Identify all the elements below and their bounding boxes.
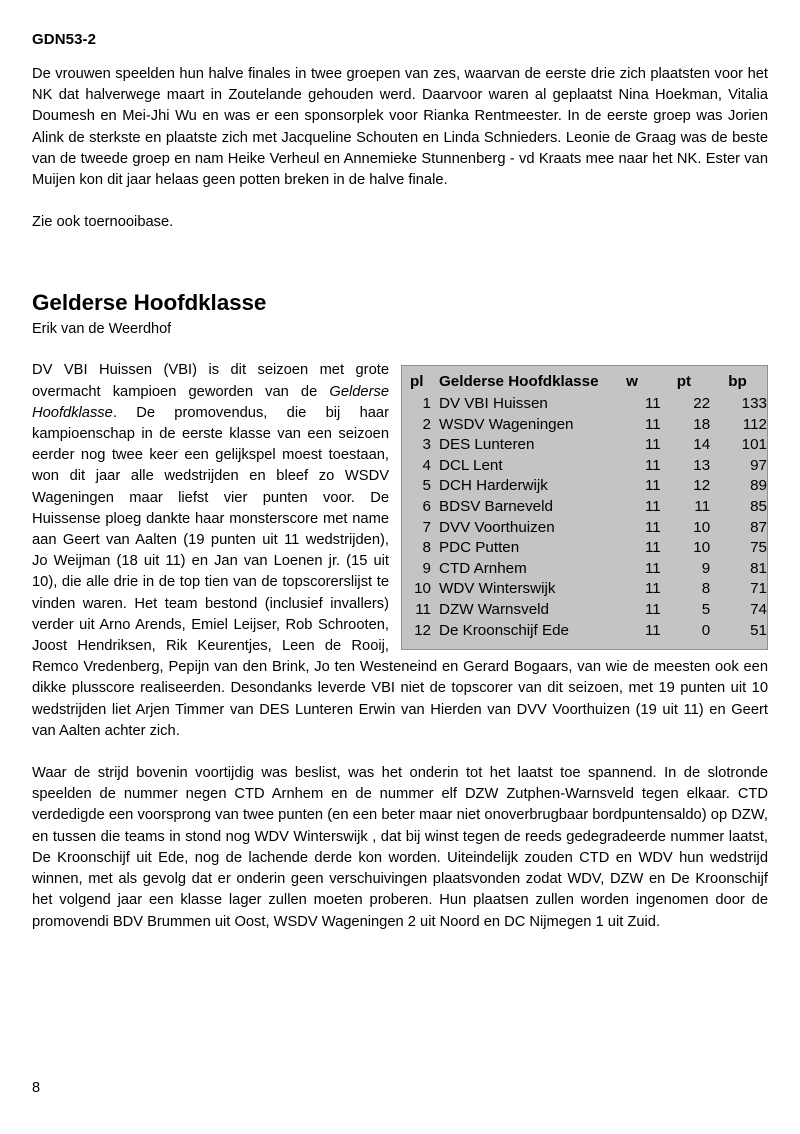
cell-position: 8 (422, 539, 431, 557)
page-content (32, 64, 768, 933)
cell-bp: 71 (750, 580, 767, 598)
standings-table-head (402, 372, 767, 394)
cell-pt: 12 (693, 477, 711, 495)
table-row (402, 435, 767, 456)
cell-team: WSDV Wageningen (438, 415, 574, 433)
cell-position: 1 (422, 395, 431, 413)
cell-bp: 87 (750, 518, 767, 536)
cell-w: 11 (644, 600, 661, 618)
cell-bp: 89 (750, 477, 767, 495)
table-row (402, 394, 767, 415)
cell-position: 5 (422, 477, 431, 495)
cell-position: 6 (422, 497, 431, 515)
cell-bp: 75 (750, 539, 767, 557)
cell-w: 11 (644, 456, 661, 474)
cell-team: DCL Lent (438, 456, 503, 474)
cell-pt: 11 (694, 497, 711, 515)
cell-position: 10 (414, 580, 431, 598)
standings-table-body (402, 394, 767, 641)
cell-w: 11 (644, 477, 661, 495)
cell-w: 11 (644, 497, 661, 515)
spacer (32, 191, 768, 212)
cell-team: WDV Winterswijk (438, 580, 556, 598)
cell-team: DV VBI Huissen (438, 395, 548, 413)
column-header-pt: pt (676, 373, 692, 391)
cell-pt: 0 (701, 621, 711, 639)
cell-position: 9 (422, 559, 431, 577)
cell-team: DES Lunteren (438, 436, 535, 454)
cell-pt: 10 (693, 539, 711, 557)
cell-w: 11 (644, 395, 661, 413)
running-head: GDN53-2 (32, 31, 97, 48)
spacer (32, 233, 768, 289)
column-header-pl: pl (410, 373, 424, 391)
body-text-part-1: DV VBI Huissen (VBI) is dit seizoen met grote overmacht kampioen geworden van de (32, 362, 389, 400)
cell-w: 11 (644, 559, 661, 577)
table-row (402, 497, 767, 518)
cell-position: 3 (422, 436, 431, 454)
cell-w: 11 (644, 580, 661, 598)
cell-team: CTD Arnhem (438, 559, 527, 577)
body-text-part-2: . De promovendus, die bij haar kampioenschap in de eerste klasse van een seizoen eerder nog twee keer een gelijkspel moest toestaan, won dit jaar alle wedstrijden en bleef zo WSDV Wageningen maar liefst vier punten voor. De Huissense ploeg dankte haar monsterscore met name aan Geert van Aalten (19 punten uit 11 wedstrijden), Jo Weijman (18 uit 11) en Jan van Loenen jr. (15 uit 10), die alle drie in de top tien van de topscorerslijst te vinden waren. Het team bestond (inclusief invallers) verder uit Arno Arends, Emiel Leijser, Rob Schrooten, Joost Hendriksen, Rik Keurentjes, Leen de Rooij, Remco Vredenberg, Pepijn van den Brink, Jo ten Westeneind en Gerard Bogaars, van wie de meesten ook een dikke plusscore realiseerden. Desondanks leverde VBI niet de topscorer van dit seizoen, met 19 punten uit 10 wedstrijden liet Arjen Timmer van DES Lunteren Erwin van Hierden van DVV Voorthuizen (19 uit 11) en Geert van Aalten achter zich. (32, 404, 768, 739)
cell-w: 11 (644, 539, 661, 557)
table-row (402, 579, 767, 600)
column-header-bp: bp (728, 373, 747, 391)
cell-bp: 101 (741, 436, 767, 454)
table-row (402, 476, 767, 497)
cell-bp: 51 (750, 621, 767, 639)
table-header-row (402, 372, 767, 394)
article-body-wrap (32, 360, 768, 742)
cell-team: De Kroonschijf Ede (438, 621, 569, 639)
see-also-line: Zie ook toernooibase. (32, 214, 174, 231)
table-row (402, 415, 767, 436)
cell-team: DCH Harderwijk (438, 477, 548, 495)
standings-table-panel (401, 365, 768, 650)
cell-w: 11 (644, 415, 661, 433)
cell-pt: 13 (693, 456, 711, 474)
cell-position: 7 (422, 518, 431, 536)
cell-position: 2 (422, 415, 431, 433)
cell-pt: 9 (701, 559, 711, 577)
cell-pt: 22 (693, 395, 711, 413)
section-byline: Erik van de Weerdhof (32, 321, 172, 338)
standings-table (402, 372, 767, 641)
cell-bp: 85 (750, 497, 767, 515)
cell-pt: 10 (693, 518, 711, 536)
cell-w: 11 (644, 518, 661, 536)
table-row (402, 600, 767, 621)
page-number: 8 (32, 1080, 41, 1096)
cell-team: DVV Voorthuizen (438, 518, 555, 536)
table-row (402, 518, 767, 539)
cell-w: 11 (644, 436, 661, 454)
cell-pt: 5 (701, 600, 711, 618)
cell-pt: 14 (693, 436, 711, 454)
cell-bp: 112 (742, 415, 767, 433)
table-row (402, 456, 767, 477)
final-paragraph: Waar de strijd bovenin voortijdig was beslist, was het onderin tot het laatst toe spannend. In de slotronde speelden de nummer negen CTD Arnhem en de nummer elf DZW Zutphen-Warnsveld tegen elkaar. CTD verdedigde een voorsprong van twee punten (en een beter maar niet onoverbrugbaar bordpuntensaldo) op DZW, en tussen die teams in stond nog WDV Winterswijk , dat bij winst tegen de reeds gedegradeerde nummer laatst, De Kroonschijf uit Ede, nog de lachende derde kon worden. Uiteindelijk zouden CTD en WDV hun wedstrijd winnen, met als gevolg dat er onderin geen verschuivingen plaatsvonden zodat WDV, DZW en De Kroonschijf het volgend jaar een klasse lager zullen moeten proberen. Hun plaatsen zullen worden ingenomen door de promovendi BDV Brummen uit Oost, WSDV Wageningen 2 uit Noord en DC Nijmegen 1 uit Zuid. (32, 765, 768, 930)
table-row (402, 559, 767, 580)
cell-position: 12 (414, 621, 431, 639)
cell-team: PDC Putten (438, 539, 520, 557)
intro-paragraph: De vrouwen speelden hun halve finales in twee groepen van zes, waarvan de eerste drie zich plaatsten voor het NK dat halverwege maart in Zoutelande gehouden werd. Daarvoor waren al geplaatst Nina Hoekman, Vitalia Doumesh en Mei-Jhi Wu en was er een sponsorplek voor Rianka Rentmeester. In de eerste groep was Jorien Alink de sterkste en plaatste zich met Jacqueline Schouten en Linda Schnieders. Leonie de Graag was de beste van de tweede groep en nam Heike Verheul en Annemieke Stunnenberg - vd Kraats mee naar het NK. Ester van Muijen kon dit jaar helaas geen potten breken in de halve finale. (32, 66, 768, 189)
column-header-w: w (626, 373, 638, 391)
cell-position: 11 (415, 600, 431, 618)
column-header-name: Gelderse Hoofdklasse (438, 373, 599, 391)
cell-bp: 97 (750, 456, 767, 474)
cell-position: 4 (422, 456, 431, 474)
body-text-italic: Gelderse Hoofdklasse (32, 383, 389, 421)
cell-bp: 81 (750, 559, 767, 577)
cell-pt: 18 (693, 415, 711, 433)
section-title: Gelderse Hoofdklasse (32, 290, 267, 316)
spacer (32, 742, 768, 763)
cell-bp: 133 (741, 395, 767, 413)
cell-bp: 74 (750, 600, 767, 618)
cell-team: BDSV Barneveld (438, 497, 553, 515)
spacer (32, 339, 768, 360)
cell-pt: 8 (701, 580, 711, 598)
cell-w: 11 (644, 621, 661, 639)
table-row (402, 621, 767, 642)
cell-team: DZW Warnsveld (438, 600, 549, 618)
table-row (402, 538, 767, 559)
